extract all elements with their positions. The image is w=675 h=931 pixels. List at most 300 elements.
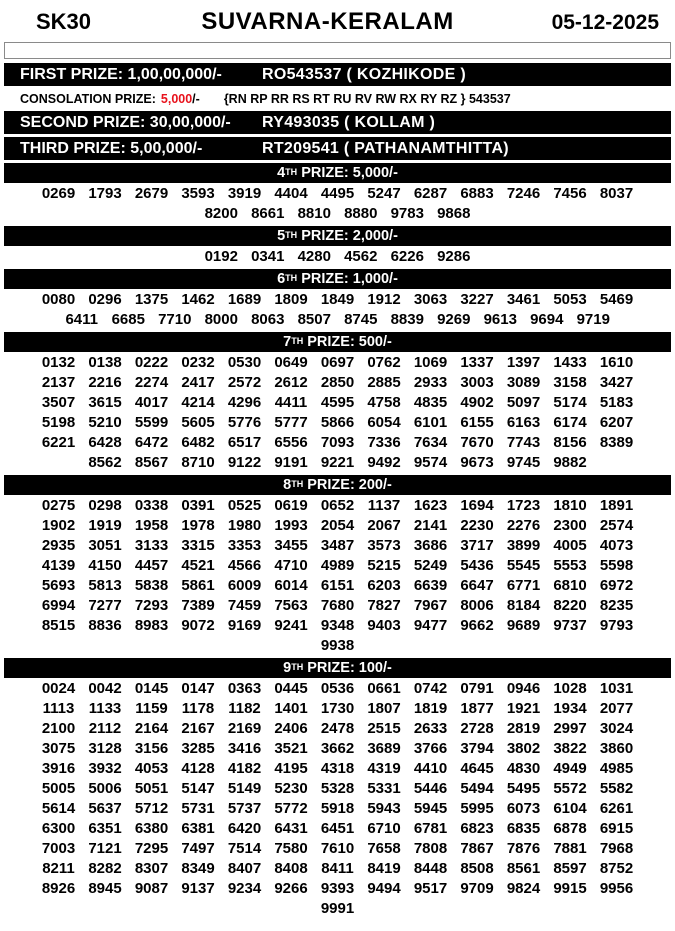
section-header-bar (4, 163, 671, 183)
prize-section (0, 269, 675, 330)
prize-number: 8839 (390, 311, 424, 328)
prize-number: 9793 (599, 617, 634, 634)
prize-number: 8408 (274, 860, 308, 877)
prize-number: 3919 (227, 185, 262, 202)
prize-number: 2300 (553, 517, 587, 534)
prize-number: 0525 (227, 497, 262, 514)
prize-number: 4566 (227, 557, 262, 574)
prize-number: 7093 (320, 434, 355, 451)
prize-number: 6771 (506, 577, 541, 594)
prize-number: 1919 (88, 517, 122, 534)
prize-number: 0042 (88, 680, 122, 697)
prize-number: 4989 (320, 557, 355, 574)
prize-number: 9403 (367, 617, 401, 634)
prize-number: 0661 (367, 680, 401, 697)
prize-number: 5599 (134, 414, 169, 431)
prize-number: 3455 (274, 537, 308, 554)
prize-number: 0762 (367, 354, 401, 371)
prize-number: 6915 (599, 820, 634, 837)
prize-number: 8307 (134, 860, 169, 877)
prize-number: 4645 (460, 760, 494, 777)
prize-number: 4017 (134, 394, 169, 411)
prize-number: 0536 (320, 680, 355, 697)
prize-number: 6482 (181, 434, 215, 451)
prize-number: 6207 (599, 414, 634, 431)
section-header-bar (4, 269, 671, 289)
prize-number: 7743 (506, 434, 541, 451)
prize-number: 2515 (367, 720, 401, 737)
prize-number: 1921 (506, 700, 541, 717)
prize-number: 1433 (553, 354, 587, 371)
prize-number: 3899 (506, 537, 541, 554)
section-header-bar (4, 475, 671, 495)
prize-number: 0619 (274, 497, 308, 514)
prize-number: 6823 (460, 820, 494, 837)
prize-number: 4195 (274, 760, 308, 777)
prize-number: 7680 (320, 597, 355, 614)
prize-number: 9191 (274, 454, 308, 471)
prize-number: 9882 (553, 454, 587, 471)
prize-number: 8000 (204, 311, 238, 328)
prize-number: 9221 (320, 454, 355, 471)
prize-number: 0298 (88, 497, 122, 514)
prize-number: 4280 (297, 248, 331, 265)
prize-number: 5247 (367, 185, 401, 202)
prize-number: 5582 (599, 780, 634, 797)
section-prize-rest: PRIZE: 5,000/- (297, 165, 398, 181)
prize-number: 8945 (88, 880, 122, 897)
section-prize-num: 6 (277, 271, 286, 287)
prize-number: 9494 (367, 880, 401, 897)
section-numbers (21, 496, 655, 656)
prize-number: 9241 (274, 617, 308, 634)
prize-number: 0080 (41, 291, 76, 308)
prize-number: 3227 (460, 291, 494, 308)
prize-number: 3089 (506, 374, 541, 391)
prize-number: 1730 (320, 700, 355, 717)
prize-number: 8407 (227, 860, 262, 877)
section-prize-num: 9 (283, 660, 292, 676)
prize-number: 1178 (181, 700, 215, 717)
prize-number: 8184 (506, 597, 541, 614)
prize-number: 8156 (553, 434, 587, 451)
prize-number: 3802 (506, 740, 541, 757)
prize-number: 4595 (320, 394, 355, 411)
prize-number: 0132 (41, 354, 76, 371)
prize-number: 6300 (41, 820, 76, 837)
prize-number: 6878 (553, 820, 587, 837)
prize-number: 7246 (506, 185, 541, 202)
prize-number: 8926 (41, 880, 76, 897)
prize-number: 2216 (88, 374, 122, 391)
prize-number: 1694 (460, 497, 494, 514)
prize-number: 7634 (413, 434, 448, 451)
prize-number: 2112 (88, 720, 122, 737)
prize-number: 0145 (134, 680, 169, 697)
prize-number: 9745 (506, 454, 541, 471)
prize-number: 5995 (460, 800, 494, 817)
prize-number: 4150 (88, 557, 122, 574)
prize-number: 1810 (553, 497, 587, 514)
prize-number: 2167 (181, 720, 215, 737)
section-header-bar (4, 658, 671, 678)
prize-number: 3717 (460, 537, 494, 554)
section-prize-rest: PRIZE: 2,000/- (297, 228, 398, 244)
section-numbers (21, 353, 655, 473)
prize-number: 5230 (274, 780, 308, 797)
prize-number: 0232 (181, 354, 215, 371)
section-prize-num: 4 (277, 165, 286, 181)
section-prize-sup: TH (285, 230, 298, 240)
section-numbers (21, 290, 655, 330)
prize-number: 1031 (599, 680, 634, 697)
prize-number: 8200 (204, 205, 238, 222)
prize-number: 5469 (599, 291, 634, 308)
prize-number: 7967 (413, 597, 448, 614)
prize-number: 5866 (320, 414, 355, 431)
second-prize-bar (4, 111, 671, 134)
section-prize-rest: PRIZE: 200/- (303, 477, 392, 493)
prize-number: 2054 (320, 517, 355, 534)
section-prize-num: 8 (283, 477, 292, 493)
prize-number: 1809 (274, 291, 308, 308)
prize-number: 7563 (274, 597, 308, 614)
prize-number: 7121 (88, 840, 122, 857)
prize-number: 3573 (367, 537, 401, 554)
prize-number: 2997 (553, 720, 587, 737)
prize-number: 3003 (460, 374, 494, 391)
prize-number: 4985 (599, 760, 634, 777)
prize-number: 7497 (181, 840, 215, 857)
prize-number: 9269 (437, 311, 471, 328)
prize-number: 3285 (181, 740, 215, 757)
prize-number: 6101 (413, 414, 448, 431)
prize-number: 8220 (553, 597, 587, 614)
prize-number: 1028 (553, 680, 587, 697)
prize-number: 8880 (344, 205, 378, 222)
prize-number: 9673 (460, 454, 494, 471)
prize-number: 6221 (41, 434, 76, 451)
prize-number: 5737 (227, 800, 262, 817)
prize-number: 0742 (413, 680, 448, 697)
prize-number: 8597 (553, 860, 587, 877)
prize-number: 7867 (460, 840, 494, 857)
prize-number: 9783 (390, 205, 424, 222)
prize-number: 8349 (181, 860, 215, 877)
prize-number: 7881 (553, 840, 587, 857)
prize-number: 9956 (599, 880, 634, 897)
consolation-amount-suffix: /- (192, 91, 200, 106)
prize-number: 6972 (599, 577, 634, 594)
prize-number: 5198 (41, 414, 76, 431)
prize-number: 5210 (88, 414, 122, 431)
prize-number: 9137 (181, 880, 215, 897)
prize-number: 0341 (251, 248, 285, 265)
prize-number: 0138 (88, 354, 122, 371)
prize-number: 2274 (134, 374, 169, 391)
prize-number: 2572 (227, 374, 262, 391)
prize-number: 1182 (228, 700, 261, 717)
prize-number: 6883 (460, 185, 494, 202)
prize-number: 1958 (134, 517, 169, 534)
section-header-bar (4, 332, 671, 352)
prize-number: 0363 (227, 680, 262, 697)
prize-number: 0391 (181, 497, 215, 514)
prize-number: 4410 (413, 760, 448, 777)
prize-number: 9824 (506, 880, 541, 897)
prize-number: 5446 (413, 780, 448, 797)
section-prize-num: 5 (277, 228, 286, 244)
prize-number: 2164 (134, 720, 169, 737)
prize-number: 6380 (134, 820, 169, 837)
prize-number: 1375 (134, 291, 169, 308)
prize-number: 4521 (181, 557, 215, 574)
prize-number: 9737 (553, 617, 587, 634)
prize-number: 6781 (413, 820, 448, 837)
prize-number: 2728 (460, 720, 494, 737)
prize-number: 4902 (460, 394, 494, 411)
prize-number: 1623 (413, 497, 448, 514)
prize-number: 8419 (367, 860, 401, 877)
prize-number: 8515 (41, 617, 76, 634)
prize-number: 3156 (134, 740, 169, 757)
prize-number: 9286 (437, 248, 471, 265)
prize-number: 4404 (274, 185, 308, 202)
prize-number: 7514 (227, 840, 262, 857)
prize-number: 6287 (413, 185, 448, 202)
prize-number: 1337 (460, 354, 494, 371)
prize-number: 9348 (320, 617, 355, 634)
prize-number: 0338 (134, 497, 169, 514)
prize-number: 5605 (181, 414, 215, 431)
prize-number: 5776 (227, 414, 262, 431)
prize-section (0, 332, 675, 473)
section-prize-sup: TH (291, 336, 304, 346)
prize-number: 6431 (274, 820, 308, 837)
prize-number: 3133 (134, 537, 169, 554)
prize-number: 6104 (553, 800, 587, 817)
prize-number: 1902 (41, 517, 76, 534)
prize-number: 1877 (460, 700, 494, 717)
prize-number: 3686 (413, 537, 448, 554)
prize-number: 9915 (553, 880, 587, 897)
prize-number: 6411 (65, 311, 99, 328)
prize-number: 5006 (88, 780, 122, 797)
prize-number: 6014 (274, 577, 308, 594)
prize-section (0, 475, 675, 656)
blank-input[interactable] (4, 42, 671, 59)
prize-number: 8710 (181, 454, 215, 471)
prize-number: 4182 (227, 760, 262, 777)
prize-number: 2417 (181, 374, 215, 391)
prize-number: 7658 (367, 840, 401, 857)
prize-number: 1819 (413, 700, 448, 717)
prize-number: 7580 (274, 840, 308, 857)
prize-number: 8411 (321, 860, 354, 877)
prize-number: 0222 (134, 354, 169, 371)
prize-number: 5614 (41, 800, 76, 817)
prize-number: 5495 (506, 780, 541, 797)
prize-number: 2230 (460, 517, 494, 534)
prize-number: 2067 (367, 517, 401, 534)
prize-number: 0946 (506, 680, 541, 697)
prize-number: 9393 (320, 880, 355, 897)
prize-number: 1689 (227, 291, 262, 308)
prize-number: 4128 (181, 760, 215, 777)
prize-number: 5838 (134, 577, 169, 594)
prize-number: 3822 (553, 740, 587, 757)
prize-number: 7293 (134, 597, 169, 614)
header (0, 0, 675, 40)
prize-number: 1401 (274, 700, 308, 717)
prize-number: 3860 (599, 740, 634, 757)
prize-number: 3461 (506, 291, 541, 308)
prize-number: 4411 (274, 394, 308, 411)
prize-number: 2633 (413, 720, 448, 737)
prize-number: 4073 (599, 537, 634, 554)
third-prize-label: THIRD PRIZE: 5,00,000/- (20, 140, 203, 157)
prize-number: 9694 (530, 311, 564, 328)
prize-section (0, 226, 675, 267)
prize-number: 0697 (320, 354, 355, 371)
prize-number: 5598 (599, 557, 634, 574)
prize-number: 1069 (413, 354, 448, 371)
prize-number: 5712 (134, 800, 169, 817)
prize-number: 6994 (41, 597, 76, 614)
prize-number: 8235 (599, 597, 634, 614)
section-numbers (21, 679, 655, 919)
prize-number: 5943 (367, 800, 401, 817)
prize-number: 4214 (181, 394, 215, 411)
first-prize-label: FIRST PRIZE: 1,00,00,000/- (20, 66, 222, 83)
prize-number: 0530 (227, 354, 262, 371)
prize-number: 3128 (88, 740, 122, 757)
prize-number: 2141 (413, 517, 448, 534)
prize-number: 6451 (320, 820, 355, 837)
prize-number: 3932 (88, 760, 122, 777)
prize-number: 8567 (134, 454, 169, 471)
prize-number: 5494 (460, 780, 494, 797)
prize-number: 2169 (227, 720, 262, 737)
prize-number: 1980 (227, 517, 262, 534)
prize-number: 1137 (367, 497, 401, 514)
second-prize-winner: RY493035 ( KOLLAM ) (262, 114, 436, 131)
prize-number: 5331 (367, 780, 401, 797)
prize-number: 6835 (506, 820, 541, 837)
prize-number: 4949 (553, 760, 587, 777)
prize-number: 4495 (320, 185, 355, 202)
draw-date: 05-12-2025 (551, 11, 659, 34)
prize-number: 2137 (41, 374, 76, 391)
section-prize-rest: PRIZE: 1,000/- (297, 271, 398, 287)
prize-number: 6054 (367, 414, 401, 431)
prize-number: 6226 (390, 248, 424, 265)
prize-number: 5174 (553, 394, 587, 411)
section-numbers (21, 184, 655, 224)
section-prize-sup: TH (285, 273, 298, 283)
prize-number: 3521 (274, 740, 308, 757)
prize-number: 5328 (320, 780, 355, 797)
prize-number: 5545 (506, 557, 541, 574)
prize-number: 1133 (88, 700, 122, 717)
prize-number: 7968 (599, 840, 634, 857)
prize-number: 7456 (553, 185, 587, 202)
section-prize-sup: TH (291, 662, 304, 672)
prize-number: 3615 (88, 394, 122, 411)
prize-number: 8507 (297, 311, 331, 328)
prize-section (0, 658, 675, 919)
prize-number: 2276 (506, 517, 541, 534)
prize-number: 1807 (367, 700, 401, 717)
prize-number: 9072 (181, 617, 215, 634)
prize-number: 7876 (506, 840, 541, 857)
prize-number: 6472 (134, 434, 169, 451)
prize-number: 3766 (413, 740, 448, 757)
prize-number: 0649 (274, 354, 308, 371)
prize-number: 9719 (576, 311, 610, 328)
prize-number: 9087 (134, 880, 169, 897)
prize-number: 1610 (599, 354, 634, 371)
prize-number: 5772 (274, 800, 308, 817)
prize-number: 2574 (599, 517, 634, 534)
section-prize-sup: TH (291, 479, 304, 489)
prize-number: 8448 (413, 860, 448, 877)
prize-number: 0024 (41, 680, 76, 697)
prize-number: 2933 (413, 374, 448, 391)
prize-number: 4830 (506, 760, 541, 777)
consolation-amount: 5,000 (160, 91, 193, 106)
prize-number: 9613 (483, 311, 517, 328)
prize-number: 0275 (41, 497, 76, 514)
prize-number: 6556 (274, 434, 308, 451)
prize-number: 5053 (553, 291, 587, 308)
prize-number: 4296 (227, 394, 262, 411)
prize-number: 2935 (41, 537, 76, 554)
prize-number: 7459 (227, 597, 262, 614)
prize-number: 5183 (599, 394, 634, 411)
prize-number: 9266 (274, 880, 308, 897)
prize-number: 3662 (320, 740, 355, 757)
prize-number: 8006 (460, 597, 494, 614)
prize-number: 9234 (227, 880, 262, 897)
prize-number: 6639 (413, 577, 448, 594)
prize-number: 7295 (134, 840, 169, 857)
prize-number: 7610 (320, 840, 355, 857)
prize-number: 6351 (88, 820, 122, 837)
prize-number: 9122 (227, 454, 262, 471)
prize-number: 3593 (181, 185, 215, 202)
prize-number: 2077 (599, 700, 634, 717)
prize-number: 3158 (553, 374, 587, 391)
prize-number: 9938 (320, 637, 355, 654)
prize-number: 7389 (181, 597, 215, 614)
prize-number: 2406 (274, 720, 308, 737)
prize-number: 5945 (413, 800, 448, 817)
prize-number: 6261 (599, 800, 634, 817)
prize-number: 3689 (367, 740, 401, 757)
prize-number: 1397 (506, 354, 541, 371)
prize-number: 5572 (553, 780, 587, 797)
prize-number: 1891 (599, 497, 634, 514)
page-title: SUVARNA-KERALAM (201, 8, 454, 35)
prize-number: 2100 (41, 720, 76, 737)
section-prize-sup: TH (285, 167, 298, 177)
prize-number: 2819 (506, 720, 541, 737)
first-prize-winner: RO543537 ( KOZHIKODE ) (262, 66, 466, 83)
prize-number: 8836 (88, 617, 122, 634)
prize-number: 5918 (320, 800, 355, 817)
prize-number: 3794 (460, 740, 494, 757)
